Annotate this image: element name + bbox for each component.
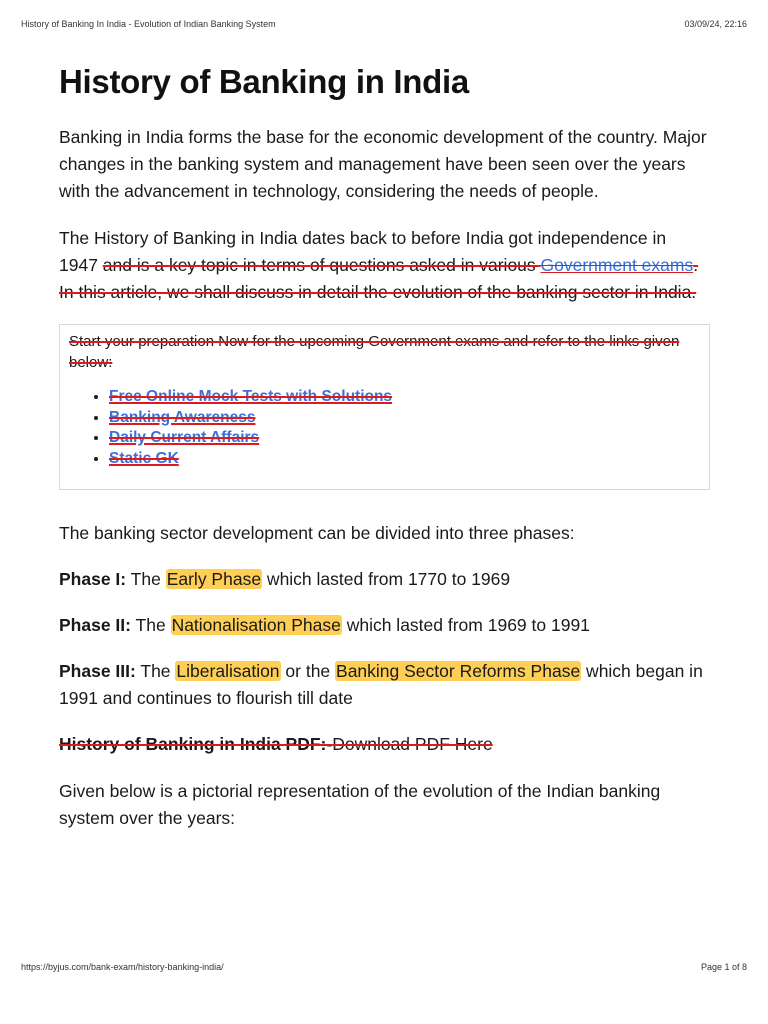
phase-label: Phase II:: [59, 615, 131, 635]
government-exams-link[interactable]: Government exams: [540, 255, 694, 275]
phase-highlight: Nationalisation Phase: [171, 615, 341, 635]
history-struck-text: and is a key topic in terms of questions asked in various: [102, 255, 541, 275]
phase-text: which lasted from 1770 to 1969: [262, 569, 511, 589]
article-content: [59, 60, 709, 832]
phases-intro: The banking sector development can be divided into three phases:: [59, 523, 575, 543]
pdf-label: History of Banking in India PDF:-: [59, 734, 333, 754]
phase-highlight-2: Banking Sector Reforms Phase: [336, 661, 581, 681]
phase-highlight: Early Phase: [166, 569, 262, 589]
list-item: [109, 428, 699, 449]
phase-text: The: [130, 615, 171, 635]
list-item: [109, 449, 699, 470]
document-title: History of Banking In India - Evolution of Indian Banking System: [21, 19, 276, 29]
print-datetime: 03/09/24, 22:16: [684, 19, 747, 29]
callout-text: Start your preparation Now for the upcoming Government exams and refer to the links given below:: [69, 333, 680, 371]
page-title: History of Banking in India: [59, 63, 469, 100]
phase-label: Phase III:: [59, 661, 136, 681]
phase-highlight: Liberalisation: [176, 661, 280, 681]
mock-tests-link[interactable]: Free Online Mock Tests with Solutions: [109, 388, 393, 405]
phase-text: The: [135, 661, 176, 681]
phase-2: [59, 612, 709, 639]
print-footer: [21, 962, 747, 972]
static-gk-link[interactable]: Static GK: [109, 449, 179, 467]
history-paragraph: [59, 225, 709, 306]
phase-3: [59, 658, 709, 712]
history-struck-text-2: . In this article, we shall discuss in detail the evolution of the banking sector in India.: [59, 255, 699, 302]
banking-awareness-link[interactable]: Banking Awareness: [109, 408, 256, 426]
pictorial-paragraph: Given below is a pictorial representation of the evolution of the Indian banking system over the years:: [59, 781, 661, 828]
print-header: [21, 19, 747, 29]
phase-1: [59, 566, 709, 593]
page-url: https://byjus.com/bank-exam/history-banking-india/: [21, 962, 224, 972]
callout-link-list: [69, 387, 699, 469]
preparation-callout: [59, 324, 710, 490]
page-number: Page 1 of 8: [700, 962, 747, 972]
phase-text: which lasted from 1969 to 1991: [341, 615, 590, 635]
list-item: [109, 387, 699, 408]
intro-paragraph: Banking in India forms the base for the economic development of the country. Major changes in the banking system and management have been seen over the years with the advancement in technology, considering the needs of people.: [59, 127, 707, 201]
history-lead: The History of Banking in India dates back to before India got independence in 1947: [59, 228, 667, 275]
phase-text: The: [126, 569, 166, 589]
phase-text: which began in 1991 and continues to flourish till date: [59, 661, 703, 708]
current-affairs-link[interactable]: Daily Current Affairs: [109, 429, 260, 446]
phase-label: Phase I:: [59, 569, 127, 589]
pdf-download-line: [59, 731, 709, 758]
list-item: [109, 408, 699, 429]
download-pdf-link[interactable]: Download PDF Here: [332, 734, 493, 754]
phase-text: or the: [280, 661, 336, 681]
